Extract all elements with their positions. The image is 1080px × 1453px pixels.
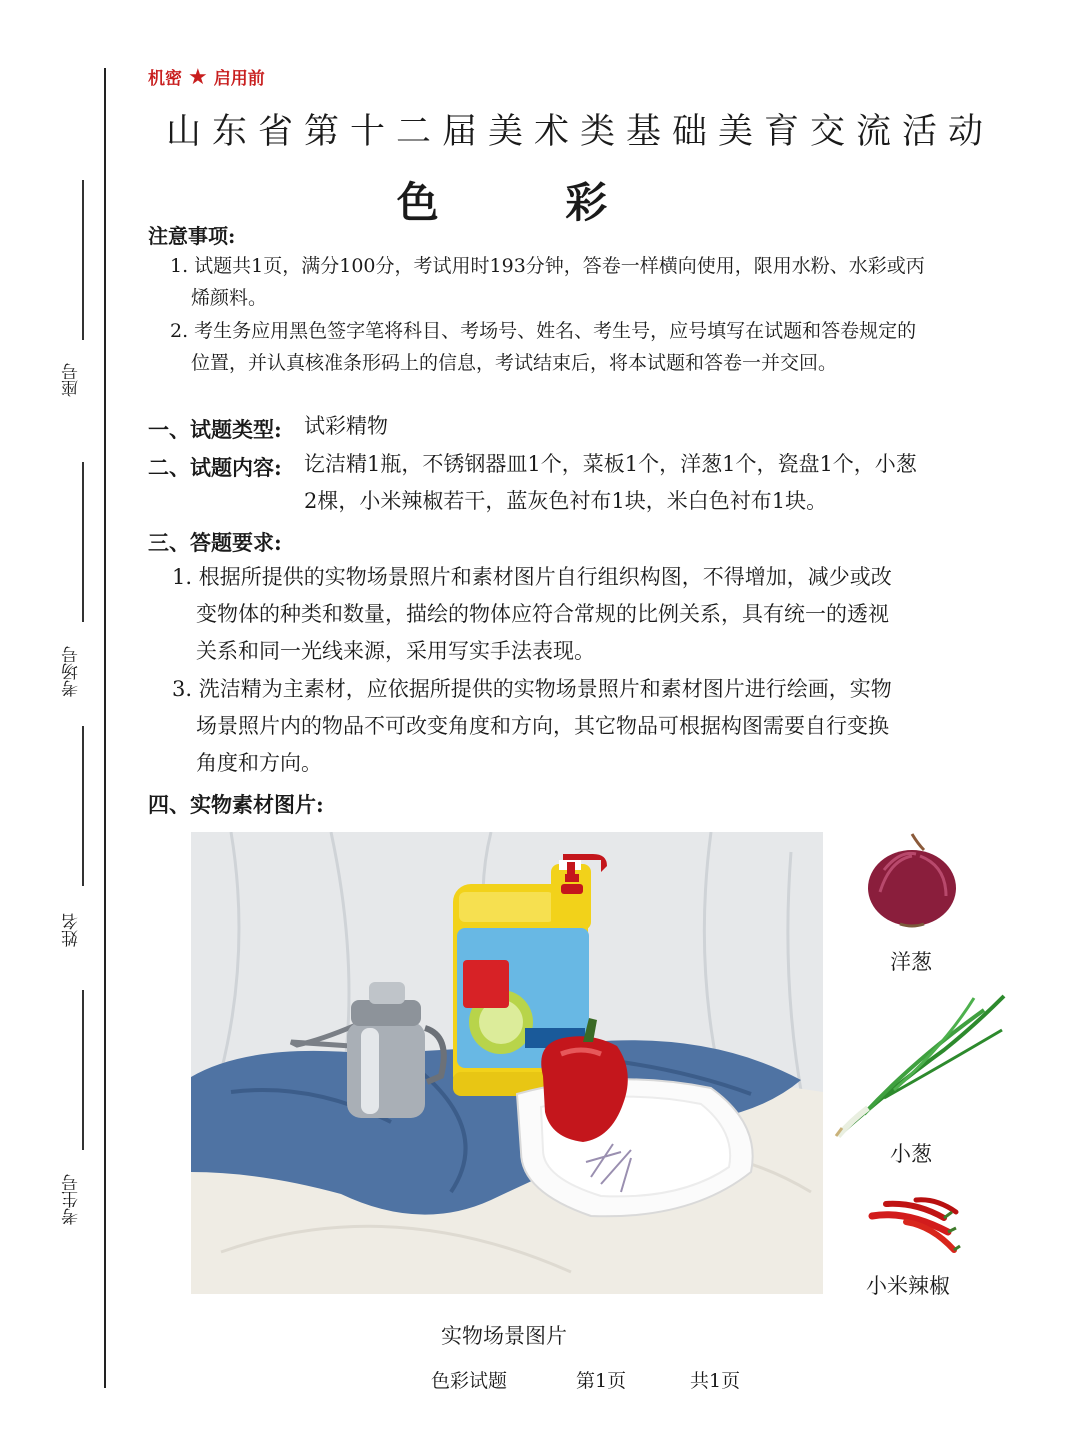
- onion-label: 洋葱: [890, 950, 932, 974]
- event-title: 山东省第十二届美术类基础美育交流活动: [165, 112, 994, 152]
- requirement-2-line-2: 场景照片内的物品不可改变角度和方向，其它物品可根据构图需要自行变换: [196, 714, 889, 738]
- content-line-1: 讫洁精1瓶，不锈钢器皿1个，菜板1个，洋葱1个，瓷盘1个，小葱: [304, 452, 917, 476]
- footer-subject: 色彩试题: [431, 1370, 508, 1392]
- notice-item-1-line-2: 烯颜料。: [191, 287, 268, 309]
- name-label: 姓名: [62, 913, 82, 947]
- footer-page: 第1页: [576, 1370, 627, 1392]
- subject-title: 色 彩: [396, 178, 664, 227]
- content-line-2: 2棵，小米辣椒若干，蓝灰色衬布1块，米白色衬布1块。: [304, 489, 828, 513]
- requirement-1-line-3: 关系和同一光线来源，采用写实手法表现。: [196, 639, 595, 663]
- secret-text: 机密: [148, 69, 182, 89]
- materials-label: 四、实物素材图片:: [148, 792, 324, 817]
- star-icon: ★: [188, 65, 208, 90]
- before-use-text: 启用前: [213, 69, 265, 89]
- chili-label: 小米辣椒: [866, 1274, 950, 1298]
- seat-label: 座号: [62, 363, 82, 397]
- secret-mark: [148, 64, 265, 90]
- notice-item-1-line-1: 1. 试题共1页，满分100分，考试用时193分钟，答卷一样横向使用，限用水粉、水彩或丙: [170, 255, 925, 277]
- scene-illustration: [191, 832, 823, 1294]
- requirement-1-line-2: 变物体的种类和数量，描绘的物体应符合常规的比例关系，具有统一的透视: [196, 602, 889, 626]
- notice-item-2-line-2: 位置，并认真核准条形码上的信息，考试结束后，将本试题和答卷一并交回。: [191, 352, 838, 374]
- onion-image: [860, 830, 964, 930]
- requirement-2-line-1: 3. 洗洁精为主素材，应依据所提供的实物场景照片和素材图片进行绘画，实物: [172, 677, 892, 701]
- scene-photo: [191, 832, 823, 1294]
- type-value: 试彩精物: [304, 414, 388, 438]
- requirement-2-line-3: 角度和方向。: [196, 751, 322, 775]
- notice-title: 注意事项:: [148, 224, 236, 248]
- footer-total: 共1页: [690, 1370, 741, 1392]
- content-label: 二、试题内容:: [148, 455, 282, 480]
- exam-room-label: 考场号: [62, 646, 82, 698]
- notice-item-2-line-1: 2. 考生务应用黑色签字笔将科目、考场号、姓名、考生号，应号填写在试题和答卷规定的: [170, 320, 917, 342]
- photo-caption: 实物场景图片: [441, 1324, 567, 1348]
- scallion-label: 小葱: [890, 1142, 932, 1166]
- candidate-no-label: 考生号: [62, 1174, 82, 1226]
- chili-image: [866, 1192, 962, 1256]
- binding-margin-rule: [104, 68, 106, 1388]
- scallion-image: [834, 990, 1010, 1138]
- requirement-1-line-1: 1. 根据所提供的实物场景照片和素材图片自行组织构图，不得增加，减少或改: [172, 565, 892, 589]
- requirements-label: 三、答题要求:: [148, 530, 282, 555]
- exam-room-line: [82, 462, 84, 622]
- candidate-no-line: [82, 990, 84, 1150]
- seat-line: [82, 180, 84, 340]
- type-label: 一、试题类型:: [148, 417, 282, 442]
- name-line: [82, 726, 84, 886]
